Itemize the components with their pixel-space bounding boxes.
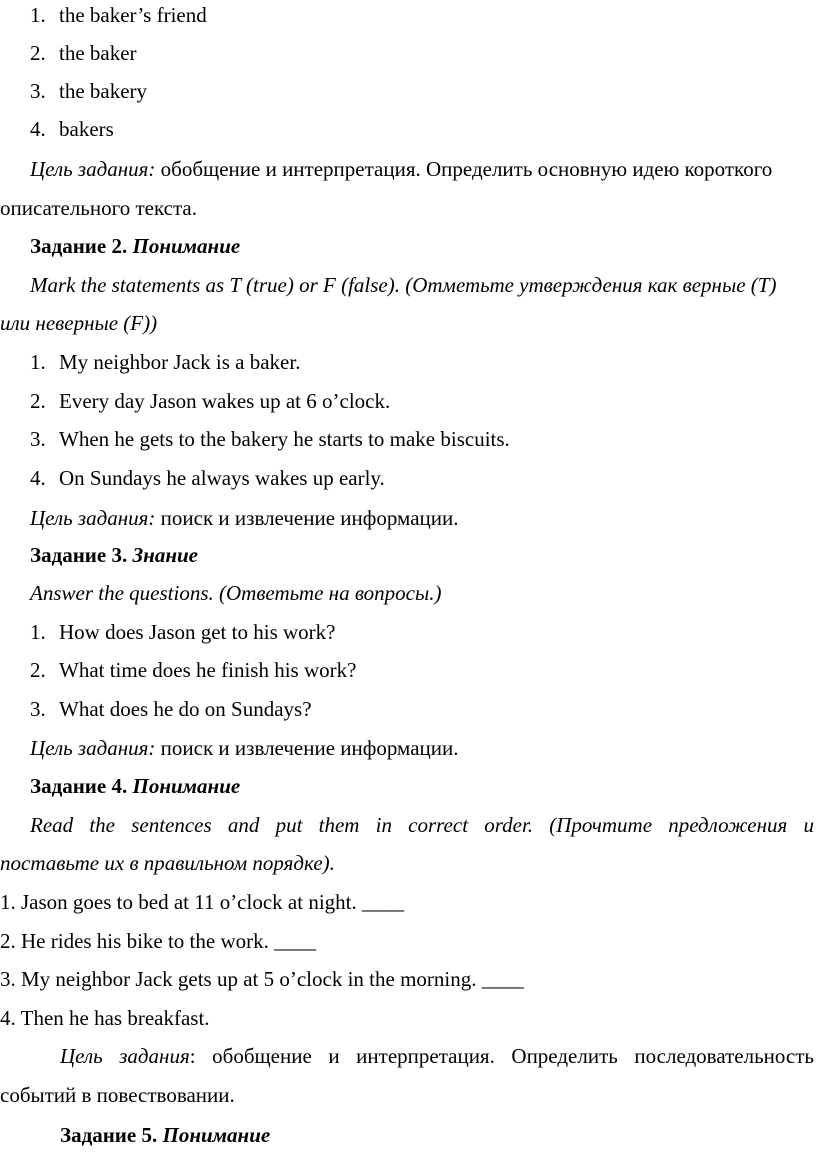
- task-2-instruction: Mark the statements as T (true) or F (false). (Отметьте утверждения как верные (T): [30, 273, 777, 297]
- task-5-heading: Задание 5. Понимание: [60, 1123, 271, 1147]
- list-item: 3. the bakery: [30, 79, 148, 103]
- list-item: 4. bakers: [30, 117, 114, 141]
- statement-item: 2. Every day Jason wakes up at 6 o’clock.: [30, 389, 391, 413]
- list-item: 2. the baker: [30, 41, 137, 65]
- order-sentence: 2. He rides his bike to the work. ____: [0, 929, 317, 953]
- statement-item: 1. My neighbor Jack is a baker.: [30, 350, 301, 374]
- task-goal: Цель задания: обобщение и интерпретация. Определить основную идею короткого: [30, 157, 773, 181]
- question-item: 3. What does he do on Sundays?: [30, 697, 312, 721]
- statement-item: 4. On Sundays he always wakes up early.: [30, 466, 385, 490]
- task-goal: Цель задания: обобщение и интерпретация. Определить последовательность: [60, 1044, 814, 1068]
- order-sentence: 3. My neighbor Jack gets up at 5 o’clock in the morning. ____: [0, 967, 524, 991]
- task-goal: Цель задания: поиск и извлечение информации.: [30, 506, 459, 530]
- statement-item: 3. When he gets to the bakery he starts to make biscuits.: [30, 427, 510, 451]
- question-item: 1. How does Jason get to his work?: [30, 620, 336, 644]
- task-2-heading: Задание 2. Понимание: [30, 234, 241, 258]
- task-3-instruction: Answer the questions. (Ответьте на вопросы.): [30, 581, 442, 605]
- task-2-instruction-continuation: или неверные (F)): [0, 311, 158, 335]
- task-4-instruction-continuation: поставьте их в правильном порядке).: [0, 851, 335, 875]
- order-sentence: 1. Jason goes to bed at 11 o’clock at night. ____: [0, 890, 404, 914]
- question-item: 2. What time does he finish his work?: [30, 658, 357, 682]
- task-4-instruction: Read the sentences and put them in correct order. (Прочтите предложения и: [30, 813, 814, 837]
- task-4-heading: Задание 4. Понимание: [30, 774, 241, 798]
- task-goal-continuation: событий в повествовании.: [0, 1083, 235, 1107]
- task-goal-continuation: описательного текста.: [0, 196, 197, 220]
- order-sentence: 4. Then he has breakfast.: [0, 1006, 210, 1030]
- list-item: 1. the baker’s friend: [30, 3, 207, 27]
- task-goal: Цель задания: поиск и извлечение информации.: [30, 736, 459, 760]
- task-3-heading: Задание 3. Знание: [30, 543, 198, 567]
